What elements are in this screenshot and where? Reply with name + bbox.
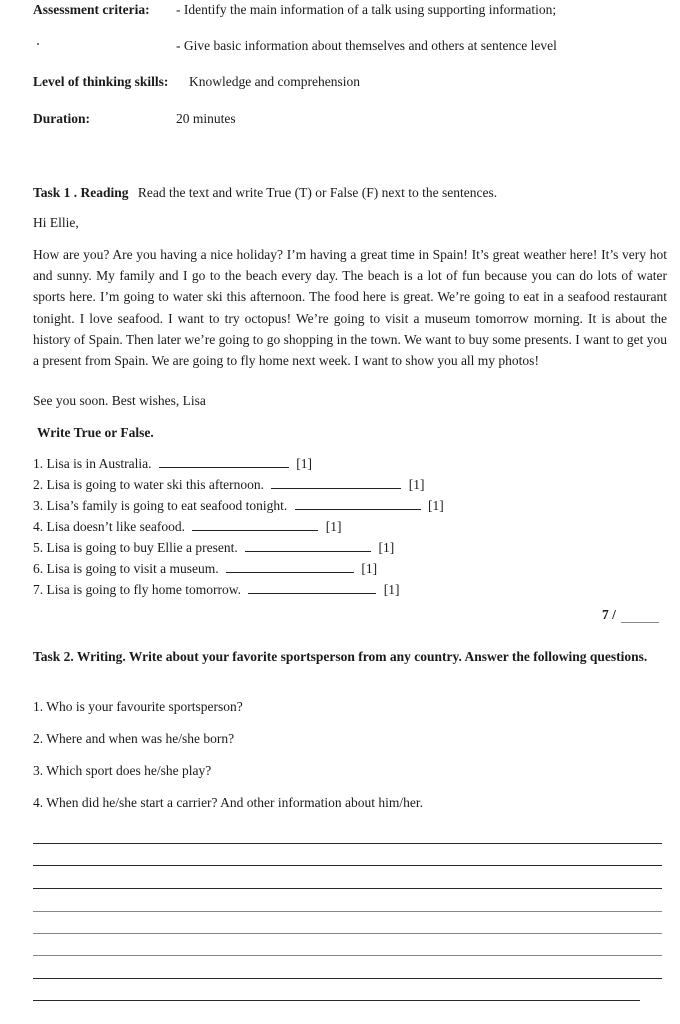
assessment-criteria-label: Assessment criteria: <box>33 2 150 17</box>
tf-answer-blank[interactable] <box>226 560 354 573</box>
tf-question <box>33 497 444 515</box>
letter-body: How are you? Are you having a nice holiday? I’m having a great time in Spain! It’s great weather here! It’s very hot and sunny. My family and I go to the beach every day. The beach is a lot of fun because you can do lots of water sports here. I’m going to water ski this afternoon. The food here is great. We’re going to eat in a seafood restaurant tonight. I love seafood. I want to try octopus! We’re going to visit a museum tomorrow morning. It is about the history of Spain. Then later we’re going to go shopping in the town. We want to buy some presents. I want to get you a present from Spain. We are going to fly home next week. I want to show you all my photos! <box>33 247 667 369</box>
task1-heading <box>33 185 497 201</box>
letter-greeting: Hi Ellie, <box>33 215 79 230</box>
duration-label: Duration: <box>33 111 90 126</box>
tf-mark: [1] <box>427 498 444 513</box>
tf-answer-blank[interactable] <box>192 518 318 531</box>
task2-question: 2. Where and when was he/she born? <box>33 731 235 746</box>
criterion-1: - Identify the main information of a talk using supporting information; <box>176 2 557 17</box>
tf-mark: [1] <box>383 582 400 597</box>
writing-line[interactable] <box>33 955 662 956</box>
tf-mark: [1] <box>361 561 378 576</box>
writing-line[interactable] <box>33 933 662 934</box>
writing-line[interactable] <box>33 865 662 866</box>
duration-value: 20 minutes <box>176 111 236 126</box>
task2-question: 3. Which sport does he/she play? <box>33 763 212 778</box>
writing-line[interactable] <box>33 888 662 889</box>
tf-answer-blank[interactable] <box>271 476 401 489</box>
criterion-2: - Give basic information about themselves and others at sentence level <box>176 38 557 53</box>
tf-question-text: 4. Lisa doesn’t like seafood. <box>33 519 185 534</box>
task2-question: 4. When did he/she start a carrier? And other information about him/her. <box>33 795 424 810</box>
task2-title: Task 2. Writing. Write about your favorite sportsperson from any country. Answer the following questions. <box>33 649 648 664</box>
tf-question-text: 5. Lisa is going to buy Ellie a present. <box>33 540 238 555</box>
task2-question: 1. Who is your favourite sportsperson? <box>33 699 243 714</box>
tf-question <box>33 455 312 473</box>
task1-title: Task 1 . Reading <box>33 185 129 200</box>
tf-question <box>33 518 341 536</box>
tf-question <box>33 581 399 599</box>
letter-signoff: See you soon. Best wishes, Lisa <box>33 393 206 408</box>
tf-question-text: 1. Lisa is in Australia. <box>33 456 152 471</box>
tf-question-text: 6. Lisa is going to visit a museum. <box>33 561 219 576</box>
thinking-skills-label: Level of thinking skills: <box>33 74 169 89</box>
writing-line[interactable] <box>33 1000 640 1001</box>
tf-question <box>33 476 424 494</box>
tf-question-text: 3. Lisa’s family is going to eat seafood tonight. <box>33 498 288 513</box>
tf-question <box>33 539 394 557</box>
tf-answer-blank[interactable] <box>248 581 376 594</box>
writing-line[interactable] <box>33 978 662 979</box>
score-total: 7 / <box>602 607 616 622</box>
tf-answer-blank[interactable] <box>295 497 421 510</box>
tf-mark: [1] <box>325 519 342 534</box>
tf-mark: [1] <box>296 456 312 471</box>
thinking-skills-value: Knowledge and comprehension <box>189 74 360 89</box>
tf-question <box>33 560 377 578</box>
tf-mark: [1] <box>378 540 395 555</box>
tf-mark: [1] <box>408 477 425 492</box>
tf-question-text: 2. Lisa is going to water ski this afternoon. <box>33 477 264 492</box>
tf-question-text: 7. Lisa is going to fly home tomorrow. <box>33 582 241 597</box>
tf-answer-blank[interactable] <box>159 455 289 468</box>
score-blank[interactable] <box>621 622 659 623</box>
task1-instruction: Read the text and write True (T) or False (F) next to the sentences. <box>137 185 498 200</box>
writing-line[interactable] <box>33 911 662 912</box>
true-false-subheading: Write True or False. <box>37 425 154 440</box>
writing-line[interactable] <box>33 843 662 844</box>
tf-answer-blank[interactable] <box>245 539 371 552</box>
stray-dot <box>37 43 39 45</box>
